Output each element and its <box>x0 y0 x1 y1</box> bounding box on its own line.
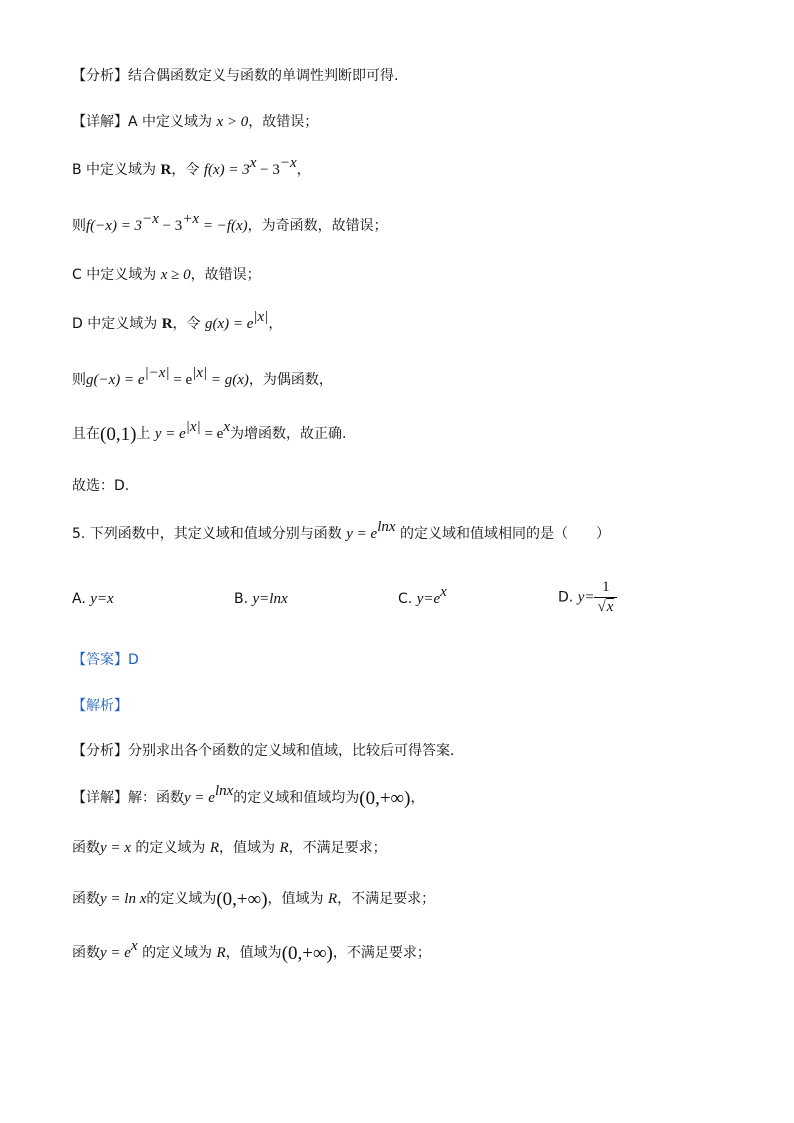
detail-b-function: f(x) = 3 <box>203 162 250 178</box>
odd-check-exp1: −x <box>142 211 159 227</box>
detail-c-condition: x ≥ 0 <box>160 267 191 283</box>
detail-d-prefix: D 中定义域为 <box>72 316 158 332</box>
q5-detail-function: y = e <box>184 790 215 806</box>
option-d-fraction <box>594 580 617 615</box>
detail-b-exp2: −x <box>279 155 297 171</box>
q5-stem-exp: lnx <box>377 519 396 535</box>
func-word: 函数 <box>72 945 100 961</box>
odd-check-lhs: f(−x) = 3 <box>86 218 143 234</box>
answer-line: 【答案】D <box>72 652 139 668</box>
option-d-label: D. <box>558 589 578 606</box>
even-check-lhs: g(−x) = e <box>86 372 145 388</box>
then-word: 则 <box>72 218 86 234</box>
func-ln-domain: (0,+∞) <box>216 889 268 910</box>
func-x-tail: ，不满足要求； <box>288 840 387 856</box>
func-x-mid: 的定义域为 <box>135 840 206 856</box>
option-c-expr: y=e <box>416 591 441 607</box>
option-d-numerator: 1 <box>602 579 610 595</box>
func-x-domain: R <box>209 840 220 856</box>
detail-b-tail: ， <box>296 162 311 178</box>
odd-check-tail: ，为奇函数，故错误； <box>247 218 388 234</box>
q5-detail-prefix: 【详解】解：函数 <box>72 790 184 806</box>
q5-detail-tail: ， <box>410 790 425 806</box>
func-ex-tail: ，不满足要求； <box>332 945 431 961</box>
increasing-prefix: 且在 <box>72 426 100 442</box>
increasing-tail: 为增函数，故正确. <box>230 426 347 442</box>
detail-c-line <box>72 265 261 285</box>
detail-d-increasing-line <box>72 419 347 445</box>
detail-b-minus: − 3 <box>256 162 280 178</box>
detail-b-line <box>72 155 311 180</box>
q5-func-ex-line <box>72 938 431 964</box>
func-ex-mid: 的定义域为 <box>142 945 213 961</box>
detail-d-line <box>72 309 283 334</box>
func-x-range: R <box>279 840 289 856</box>
func-ln-mid: 的定义域为 <box>146 891 217 907</box>
func-ex-exp: x <box>130 938 138 954</box>
q5-detail-mid: 的定义域和值域均为 <box>233 790 360 806</box>
detail-a-tail: ，故错误； <box>248 114 319 130</box>
detail-b-exp1: x <box>249 155 257 171</box>
real-set-symbol: R <box>161 316 173 332</box>
func-ln-tail: ，不满足要求； <box>337 891 436 907</box>
even-check-exp2: |x| <box>192 365 208 381</box>
option-a <box>72 591 114 608</box>
q5-func-ln-line <box>72 889 435 910</box>
even-check-tail: ，为偶函数， <box>248 372 333 388</box>
q5-detail-interval: (0,+∞) <box>359 788 411 809</box>
odd-check-mid: − 3 <box>158 218 183 234</box>
option-b-expr: y=lnx <box>252 591 288 607</box>
detail-d-exp: |x| <box>253 309 269 325</box>
detail-d-tail: ， <box>268 316 283 332</box>
func-ln-mid2: ，值域为 <box>267 891 324 907</box>
increasing-on: 上 <box>136 426 151 442</box>
choose-line: 故选：D. <box>72 478 130 494</box>
even-check-mid: = e <box>169 372 193 388</box>
func-ln-expr: y = ln x <box>100 891 147 907</box>
q5-analysis-line: 【分析】分别求出各个函数的定义域和值域，比较后可得答案． <box>72 743 464 759</box>
func-ex-mid2: ，值域为 <box>225 945 282 961</box>
option-d-denominator <box>594 597 617 615</box>
interval-0-1: (0,1) <box>100 424 137 445</box>
option-b <box>234 591 288 608</box>
detail-c-tail: ，故错误； <box>190 267 261 283</box>
detail-d-function: g(x) = e <box>204 316 254 332</box>
q5-stem-function: y = e <box>346 526 378 542</box>
detail-d-let: ，令 <box>172 316 201 332</box>
detail-d-even-line <box>72 365 333 390</box>
option-c-label: C. <box>398 591 417 607</box>
increasing-exp1: |x| <box>185 419 201 435</box>
option-d-radicand: x <box>606 599 614 615</box>
real-set-symbol: R <box>160 162 172 178</box>
question-5-stem <box>72 519 610 544</box>
q5-func-x-line <box>72 838 387 858</box>
option-d-expr: y= <box>577 589 595 606</box>
func-ex-range: (0,+∞) <box>281 943 333 964</box>
odd-check-exp2: +x <box>182 211 200 227</box>
func-ln-range: R <box>327 891 338 907</box>
func-word: 函数 <box>72 891 100 907</box>
func-ex-domain: R <box>216 945 226 961</box>
option-c <box>398 584 447 608</box>
option-b-label: B. <box>234 591 253 607</box>
detail-a-prefix: 【详解】A 中定义域为 <box>72 114 213 130</box>
sqrt-symbol: √x <box>597 599 614 615</box>
func-ex-expr: y = e <box>100 945 131 961</box>
detail-b-odd-line <box>72 211 388 236</box>
even-check-rhs: = g(x) <box>207 372 249 388</box>
detail-a-line <box>72 112 318 132</box>
detail-c-prefix: C 中定义域为 <box>72 267 157 283</box>
option-c-exp: x <box>440 584 447 600</box>
q5-stem-prefix: 5. 下列函数中，其定义域和值域分别与函数 <box>72 526 342 542</box>
jiexi-line: 【解析】 <box>72 698 128 714</box>
func-x-mid2: ，值域为 <box>219 840 276 856</box>
even-check-exp1: |−x| <box>144 365 170 381</box>
func-x-expr: y = x <box>100 840 131 856</box>
increasing-exp2: x <box>223 419 230 435</box>
increasing-expr1: y = e <box>154 426 186 442</box>
option-a-label: A. <box>72 591 91 607</box>
detail-b-prefix: B 中定义域为 <box>72 162 157 178</box>
analysis-line: 【分析】结合偶函数定义与函数的单调性判断即可得. <box>72 68 399 84</box>
q5-detail-line <box>72 783 425 809</box>
detail-b-let: ，令 <box>171 162 200 178</box>
odd-check-rhs: = −f(x) <box>199 218 248 234</box>
detail-a-condition: x > 0 <box>216 114 249 130</box>
option-a-expr: y=x <box>90 591 114 607</box>
func-word: 函数 <box>72 840 100 856</box>
q5-detail-exp: lnx <box>214 783 234 799</box>
option-d <box>558 580 617 615</box>
then-word: 则 <box>72 372 86 388</box>
increasing-expr2: = e <box>200 426 224 442</box>
q5-stem-suffix: 的定义域和值域相同的是（ ） <box>399 526 610 542</box>
